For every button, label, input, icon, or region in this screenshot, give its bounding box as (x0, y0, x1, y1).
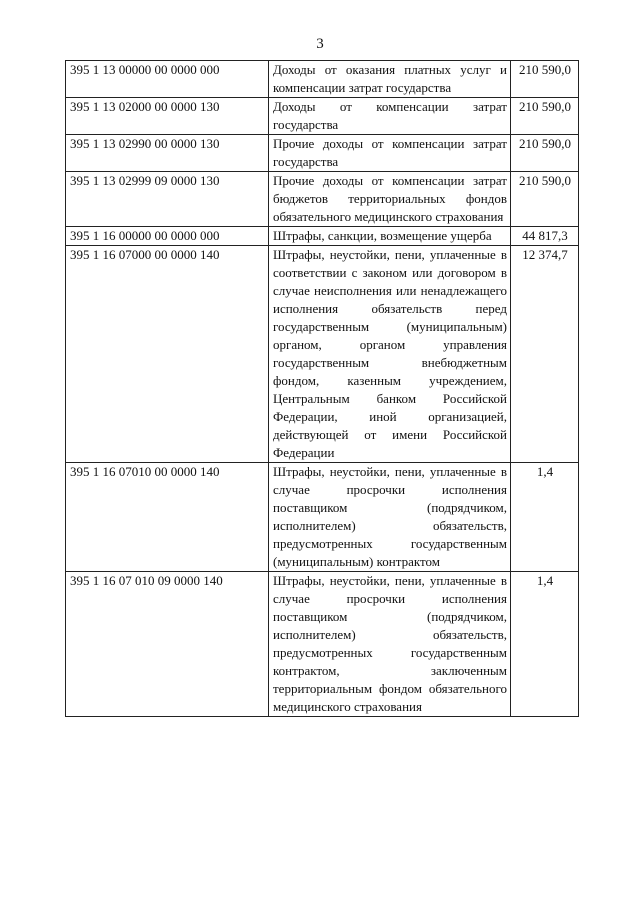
budget-code-cell: 395 1 16 07000 00 0000 140 (66, 246, 269, 463)
income-name-cell: Штрафы, неустойки, пени, уплаченные в случае просрочки исполнения поставщиком (подрядчиком, исполнителем) обязательств, предусмотренных государственным контрактом, заключенным территориальным фондом обязательного медицинского страхования (269, 572, 511, 717)
amount-cell: 210 590,0 (511, 172, 579, 227)
amount-cell: 210 590,0 (511, 98, 579, 135)
table-row (66, 463, 579, 572)
table-row (66, 227, 579, 246)
table-row (66, 246, 579, 463)
income-name-cell: Штрафы, неустойки, пени, уплаченные в соответствии с законом или договором в случае неисполнения или ненадлежащего исполнения обязательств перед государственным (муниципальным) органом, органом управления государственным внебюджетным фондом, казенным учреждением, Центральным банком Российской Федерации, иной организацией, действующей от имени Российской Федерации (269, 246, 511, 463)
budget-code-cell: 395 1 13 02000 00 0000 130 (66, 98, 269, 135)
budget-table (65, 60, 579, 717)
table-row (66, 61, 579, 98)
page-number: 3 (316, 36, 324, 52)
budget-code-cell: 395 1 13 00000 00 0000 000 (66, 61, 269, 98)
income-name-cell: Доходы от оказания платных услуг и компенсации затрат государства (269, 61, 511, 98)
amount-cell: 1,4 (511, 463, 579, 572)
amount-cell: 210 590,0 (511, 135, 579, 172)
income-name-cell: Прочие доходы от компенсации затрат государства (269, 135, 511, 172)
budget-code-cell: 395 1 16 07 010 09 0000 140 (66, 572, 269, 717)
table-row (66, 172, 579, 227)
amount-cell: 210 590,0 (511, 61, 579, 98)
amount-cell: 12 374,7 (511, 246, 579, 463)
budget-code-cell: 395 1 13 02999 09 0000 130 (66, 172, 269, 227)
amount-cell: 44 817,3 (511, 227, 579, 246)
table-row (66, 98, 579, 135)
income-name-cell: Доходы от компенсации затрат государства (269, 98, 511, 135)
income-name-cell: Штрафы, санкции, возмещение ущерба (269, 227, 511, 246)
budget-code-cell: 395 1 16 00000 00 0000 000 (66, 227, 269, 246)
budget-code-cell: 395 1 16 07010 00 0000 140 (66, 463, 269, 572)
table-row (66, 572, 579, 717)
budget-code-cell: 395 1 13 02990 00 0000 130 (66, 135, 269, 172)
income-name-cell: Штрафы, неустойки, пени, уплаченные в случае просрочки исполнения поставщиком (подрядчиком, исполнителем) обязательств, предусмотренных государственным (муниципальным) контрактом (269, 463, 511, 572)
amount-cell: 1,4 (511, 572, 579, 717)
income-name-cell: Прочие доходы от компенсации затрат бюджетов территориальных фондов обязательного медицинского страхования (269, 172, 511, 227)
table-row (66, 135, 579, 172)
